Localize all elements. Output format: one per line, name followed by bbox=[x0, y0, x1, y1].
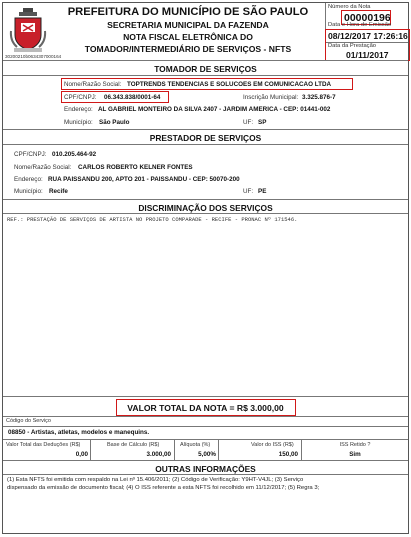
city-title: PREFEITURA DO MUNICÍPIO DE SÃO PAULO bbox=[67, 6, 309, 18]
aliquota-label: Alíquota (%) bbox=[180, 442, 211, 448]
tomador-endereco: AL GABRIEL MONTEIRO DA SILVA 2407 - JARDIM AMERICA - CEP: 01441-002 bbox=[98, 106, 331, 113]
prestacao-value: 01/11/2017 bbox=[346, 50, 389, 60]
tomador-uf: SP bbox=[258, 119, 267, 126]
deducoes-label: Valor Total das Deduções (R$) bbox=[6, 442, 81, 448]
prestacao-label: Data da Prestação bbox=[328, 43, 377, 49]
nfts-document bbox=[2, 2, 409, 534]
prestador-nome: CARLOS ROBERTO KELNER FONTES bbox=[78, 164, 193, 171]
outras-line-1: (1) Esta NFTS foi emitida com respaldo na Lei nº 15.406/2011; (2) Código de Verificação: Y9HT-V4JL; (3) Serviço bbox=[7, 477, 304, 483]
valor-total: VALOR TOTAL DA NOTA = R$ 3.000,00 bbox=[127, 403, 284, 413]
codigo-value: 08850 - Artistas, atletas, modelos e manequins. bbox=[8, 429, 150, 436]
valor-iss-value: 150,00 bbox=[278, 451, 298, 458]
secretaria-title: SECRETARIA MUNICIPAL DA FAZENDA bbox=[107, 20, 269, 30]
base-calculo-value: 3.000,00 bbox=[146, 451, 171, 458]
tomador-nome: TOPTRENDS TENDENCIAS E SOLUCOES EM COMUNICACAO LTDA bbox=[127, 81, 332, 88]
iss-retido-value: Sim bbox=[349, 451, 361, 458]
doc-title-line2: TOMADOR/INTERMEDIÁRIO DE SERVIÇOS - NFTS bbox=[84, 44, 292, 54]
prestador-uf-label: UF: bbox=[243, 188, 254, 195]
valor-iss-label: Valor do ISS (R$) bbox=[251, 442, 294, 448]
prestador-endereco: RUA PAISSANDU 200, APTO 201 - PAISSANDU - CEP: 50070-200 bbox=[48, 176, 240, 183]
tomador-uf-label: UF: bbox=[243, 119, 254, 126]
numero-label: Número da Nota bbox=[328, 4, 371, 10]
tomador-municipio: São Paulo bbox=[99, 119, 130, 126]
tomador-cnpj-label: CPF/CNPJ: bbox=[64, 94, 97, 101]
tomador-title: TOMADOR DE SERVIÇOS bbox=[154, 64, 257, 74]
outras-line-2: dispensado da emissão de documento fiscal; (4) O ISS referente a esta NFTS foi recolhido em 11/12/2017; (5) Regra 3; bbox=[7, 485, 320, 491]
emissao-value: 08/12/2017 17:26:16 bbox=[328, 31, 408, 41]
aliquota-value: 5,00% bbox=[198, 451, 216, 458]
prestador-cpf: 010.205.464-92 bbox=[52, 151, 97, 158]
prestador-endereco-label: Endereço: bbox=[14, 176, 43, 183]
tomador-im: 3.325.876-7 bbox=[302, 94, 336, 101]
sao-paulo-crest-icon bbox=[9, 7, 47, 53]
tomador-nome-label: Nome/Razão Social: bbox=[64, 81, 122, 88]
tomador-cnpj: 06.343.838/0001-64 bbox=[104, 94, 161, 101]
prestador-municipio: Recife bbox=[49, 188, 68, 195]
prestador-title: PRESTADOR DE SERVIÇOS bbox=[149, 133, 262, 143]
discriminacao-title: DISCRIMINAÇÃO DOS SERVIÇOS bbox=[138, 203, 273, 213]
tomador-endereco-label: Endereço: bbox=[64, 106, 93, 113]
prestador-uf: PE bbox=[258, 188, 267, 195]
codigo-label: Código do Serviço bbox=[6, 418, 51, 424]
outras-title: OUTRAS INFORMAÇÕES bbox=[155, 464, 256, 474]
prestador-cpf-label: CPF/CNPJ: bbox=[14, 151, 47, 158]
prestador-municipio-label: Município: bbox=[14, 188, 43, 195]
discriminacao-text: REF.: PRESTAÇÃO DE SERVIÇOS DE ARTISTA NO PROJETO COMPARADE - RECIFE - PRONAC Nº 171546. bbox=[7, 216, 298, 223]
prestador-nome-label: Nome/Razão Social: bbox=[14, 164, 72, 171]
emissao-label: Data e Hora de Emissão bbox=[328, 22, 392, 28]
document-code: 30200210b0634307000164 bbox=[5, 54, 62, 59]
deducoes-value: 0,00 bbox=[75, 451, 88, 458]
base-calculo-label: Base de Cálculo (R$) bbox=[107, 442, 160, 448]
tomador-municipio-label: Município: bbox=[64, 119, 93, 126]
tomador-im-label: Inscrição Municipal: bbox=[243, 94, 299, 101]
doc-title-line1: NOTA FISCAL ELETRÔNICA DO bbox=[123, 32, 253, 42]
iss-retido-label: ISS Retido ? bbox=[339, 442, 371, 448]
numero-value: 00000196 bbox=[344, 12, 391, 24]
